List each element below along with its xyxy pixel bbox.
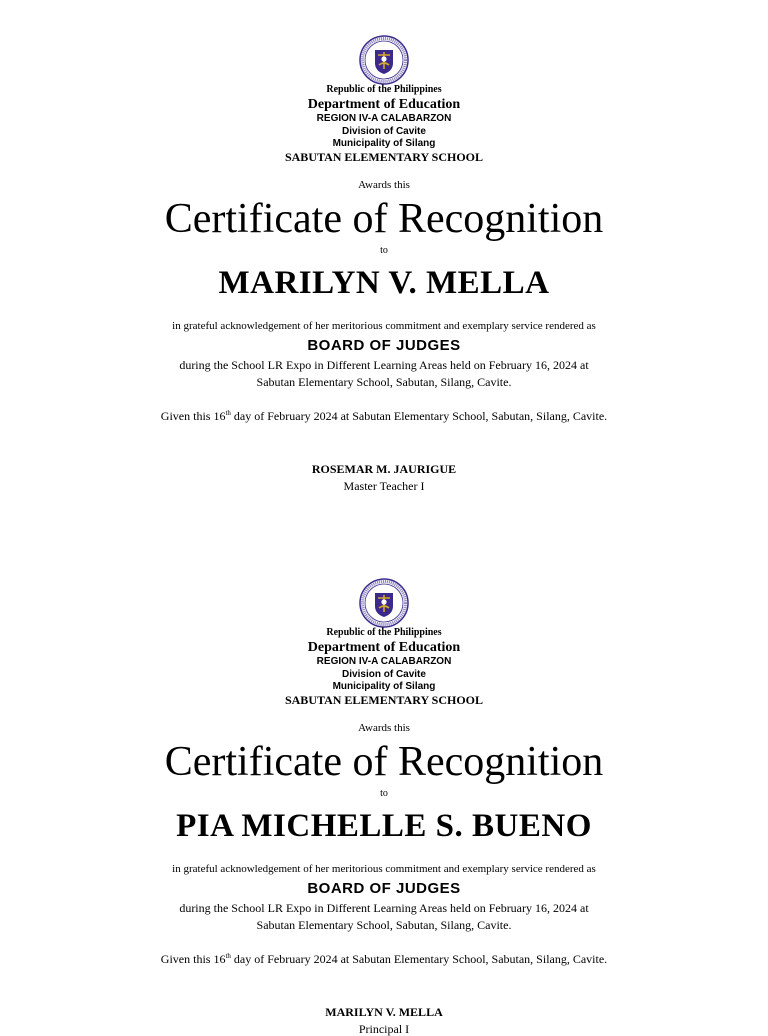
signer-title: Master Teacher I xyxy=(343,479,425,493)
school-name: SABUTAN ELEMENTARY SCHOOL xyxy=(284,150,484,164)
event-text: during the School LR Expo in Different Learning Areas held on February 16, 2024 at xyxy=(179,358,589,372)
event-text: during the School LR Expo in Different Learning Areas held on February 16, 2024 at xyxy=(179,901,589,915)
department-label: Department of Education xyxy=(307,640,461,655)
awards-this-label: Awards this xyxy=(358,722,410,734)
division-label: Division of Cavite xyxy=(342,126,426,137)
region-label: REGION IV-A CALABARZON xyxy=(316,656,452,667)
deped-seal-icon xyxy=(359,578,409,628)
republic-label: Republic of the Philippines xyxy=(326,84,442,95)
department-label: Department of Education xyxy=(307,97,461,112)
given-ordinal: th xyxy=(225,409,231,417)
given-ordinal: th xyxy=(225,952,231,960)
venue-text: Sabutan Elementary School, Sabutan, Silang, Cavite. xyxy=(256,918,512,932)
signer-name: ROSEMAR M. JAURIGUE xyxy=(311,462,457,476)
acknowledgement-text: in grateful acknowledgement of her meritorious commitment and exemplary service rendered as xyxy=(172,863,596,875)
to-label: to xyxy=(380,788,388,799)
given-prefix: Given this 16 xyxy=(160,952,226,966)
republic-label: Republic of the Philippines xyxy=(326,627,442,638)
division-label: Division of Cavite xyxy=(342,669,426,680)
given-rest: day of February 2024 at Sabutan Elementary School, Sabutan, Silang, Cavite. xyxy=(230,952,608,966)
awardee-name: PIA MICHELLE S. BUENO xyxy=(176,808,592,844)
venue-text: Sabutan Elementary School, Sabutan, Silang, Cavite. xyxy=(256,375,512,389)
signer-name: MARILYN V. MELLA xyxy=(325,1005,443,1019)
school-name: SABUTAN ELEMENTARY SCHOOL xyxy=(284,693,484,707)
deped-seal-icon xyxy=(359,35,409,85)
municipality-label: Municipality of Silang xyxy=(332,681,436,692)
acknowledgement-text: in grateful acknowledgement of her meritorious commitment and exemplary service rendered as xyxy=(172,320,596,332)
given-prefix: Given this 16 xyxy=(160,409,226,423)
signer-title: Principal I xyxy=(358,1022,410,1036)
role-title: BOARD OF JUDGES xyxy=(307,880,461,897)
region-label: REGION IV-A CALABARZON xyxy=(316,113,452,124)
municipality-label: Municipality of Silang xyxy=(332,138,436,149)
to-label: to xyxy=(380,245,388,256)
given-text xyxy=(0,410,768,422)
awardee-name: MARILYN V. MELLA xyxy=(218,265,550,301)
role-title: BOARD OF JUDGES xyxy=(307,337,461,354)
given-text xyxy=(0,953,768,965)
given-rest: day of February 2024 at Sabutan Elementary School, Sabutan, Silang, Cavite. xyxy=(230,409,608,423)
certificate-title: Certificate of Recognition xyxy=(164,739,604,785)
certificate-title: Certificate of Recognition xyxy=(164,196,604,242)
awards-this-label: Awards this xyxy=(358,179,410,191)
